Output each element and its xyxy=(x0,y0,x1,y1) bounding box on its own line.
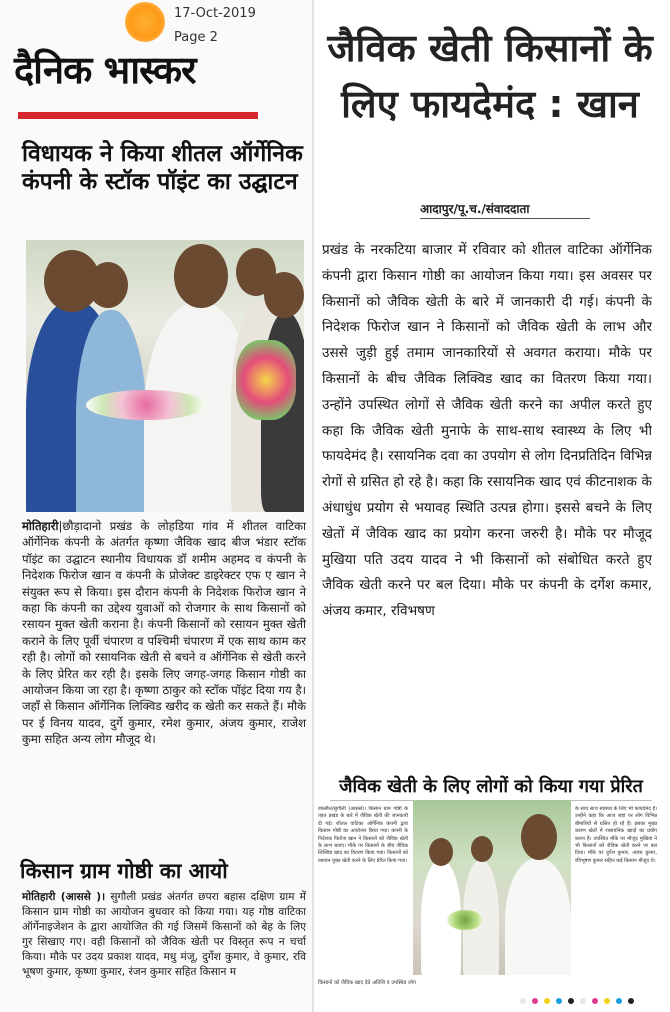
left-headline: विधायक ने किया शीतल ऑर्गेनिक कंपनी के स्टॉक पॉइंट का उद्घाटन xyxy=(22,141,303,195)
photo-caption: किसानों को जैविक खाद देते अतिथि व उपस्थित लोग xyxy=(318,980,416,986)
right-bottom-headline: जैविक खेती के लिए लोगों को किया गया प्रेरित xyxy=(339,776,643,797)
page-number: Page 2 xyxy=(174,30,218,45)
farmers-photo xyxy=(413,800,571,975)
right-headline: जैविक खेती किसानों के लिए फायदेमंद : खान xyxy=(327,26,653,126)
left-bottom-dateline: मोतिहारी (आससे )। xyxy=(22,891,106,903)
issue-date: 17-Oct-2019 xyxy=(174,6,256,21)
right-byline: आदापुर/पू.च./संवाददाता xyxy=(420,202,530,216)
left-bottom-body-text xyxy=(22,890,306,980)
registration-marks xyxy=(520,998,660,1008)
right-body: प्रखंड के नरकटिया बाजार में रविवार को शीतल वाटिका ऑर्गेनिक कंपनी द्वारा किसान गोष्ठी का आयोजन किया गया। इस अवसर पर किसानों को जैविक खेती के बारे में जानकारी दी गई। कंपनी के निदेशक फिरोज खान ने किसानों को जैविक खेती के लाभ और उससे जुड़ी हुई तमाम जानकारियों से अवगत कराया। मौके पर किसानों के बीच जैविक लिक्विड खाद का वितरण किया गया। उन्होंने उपस्थित लोगों से जैविक खेती करने का अपील करते हुए कहा कि जैविक खेती मुनाफे के साथ-साथ स्वास्थ्य के लिए भी फायदेमंद है। रसायनिक दवा का उपयोग से लोग दिनप्रतिदिन विभिन्न रोगों से ग्रसित हो रहे है। कहा कि रसायनिक खाद एवं कीटनाशक के अंधाधुंध प्रयोग से भयावह स्थिति उत्पन्न होगा। इससे बचने के लिए खेतों में जैविक खाद का प्रयोग करना जरुरी है। मौके पर मौजूद मुखिया पति उदय यादव ने भी किसानों को संबोधित करते हुए जैविक खेती करने पर बल दिया। मौके पर कंपनी के दर्गेश कमार, अंजय कमार, रविभषण xyxy=(322,242,652,620)
masthead-red-bar xyxy=(18,112,258,119)
column-divider xyxy=(312,0,314,1012)
byline-rule xyxy=(420,218,590,219)
sun-logo-icon xyxy=(125,2,165,42)
left-body: |छौड़ादानो प्रखंड के लोहडिया गांव में शीतल वाटिका ऑर्गेनिक कंपनी के अंतर्गत कृष्णा जैविक खाद बीज भंडार स्टॉक पॉइंट का उद्घाटन स्थानीय विधायक डॉ शमीम अहमद व कंपनी के निदेशक फिरोज खान व कंपनी के प्रोजेक्ट डाइरेक्टर एफ ए खान ने संयुक्त रूप से किया। इस दौरान कंपनी के निदेशक फिरोज खान ने कहा कि कंपनी का उद्देश्य युवाओं को रोजगार के साथ किसानों को रसायन मुक्त खेती कराना है। कंपनी किसानों को रसायन मुक्त खेती कराने के लिए पूर्वी चंपारण व पश्चिमी चंपारण में एक साथ काम कर रही है। लोगों को रसायनिक खेती से बचने व ऑर्गेनिक से खेती करने के लिए प्रेरित कर रही है। इसके लिए जगह-जगह किसान गोष्ठी का आयोजन किया जा रहा है। कृष्णा ठाकुर को स्टॉक पॉइंट दिया गय है। जहाँ से किसान ऑर्गेनिक लिक्विड खरीद क खेती कर सकते हैं। मौके पर ई विनय यादव, दुर्गे कुमार, रमेश कुमार, अंजय कुमार, राजेश कुमा सहित अन्य लोग मौजूद थे। xyxy=(22,519,306,747)
inauguration-photo xyxy=(26,240,304,512)
newspaper-logo: दैनिक भास्कर xyxy=(14,48,196,92)
left-dateline: मोतिहारी xyxy=(22,519,59,533)
left-body-text xyxy=(22,518,306,748)
right-bottom-col2: के साथ साथ स्वास्थ्य के लिए भी फायदेमंद है। उन्होंने कहा कि आज जहां पर लोग विभिन्न बीमारियों से ग्रसित हो रहे हैं। इसका मुख्य कारण खेतों में रासायनिक खादों का प्रयोग करना है। उपस्थित मौके पर मौजूद मुखिया ने भी किसानों को जैविक खेती करने पर बल दिया। मौके पर दुर्गेश कुमार, अंजय कुमार, रविभूषण कुमार सहित कई किसान मौजूद थे। xyxy=(575,806,657,864)
right-bottom-col1: रकसौल/सुगौली (आससे)। किसान ग्राम गोष्ठी के तहत प्रखंड के बारे में जैविक खेती की जानकारी दी गई। शीतल वाटिका ऑर्गेनिक कंपनी द्वारा किसान गोष्ठी का आयोजन किया गया। कंपनी के निदेशक फिरोज खान ने किसानों को जैविक खेती के लाभ बताए। मौके पर किसानों के बीच जैविक लिक्विड खाद का वितरण किया गया। किसानों को रसायन मुक्त खेती करने के लिए प्रेरित किया गया। xyxy=(318,806,408,864)
left-bottom-headline: किसान ग्राम गोष्ठी का आयो xyxy=(20,859,228,883)
left-bottom-body: सुगौली प्रखंड अंतर्गत छपरा बहास दक्षिण ग्राम में किसान ग्राम गोष्ठी का आयोजन बुधवार को किया गया। यह गोष्ठ वाटिका ऑर्गेनाइजेशन के द्वारा आयोजित की गई जिसमें किसानों को बेह के लिए गुर सिखाए गए। वही किसानों को जैविक खेती पर विस्तृत रूप न चर्चा किया। मौके पर उदय प्रकाश यादव, मधु मंजू, दुर्गेश कुमार, वे कुमार, रवि भूषण कुमार, कृष्णा कुमार, रंजन कुमार सहित किसान म xyxy=(22,891,306,978)
